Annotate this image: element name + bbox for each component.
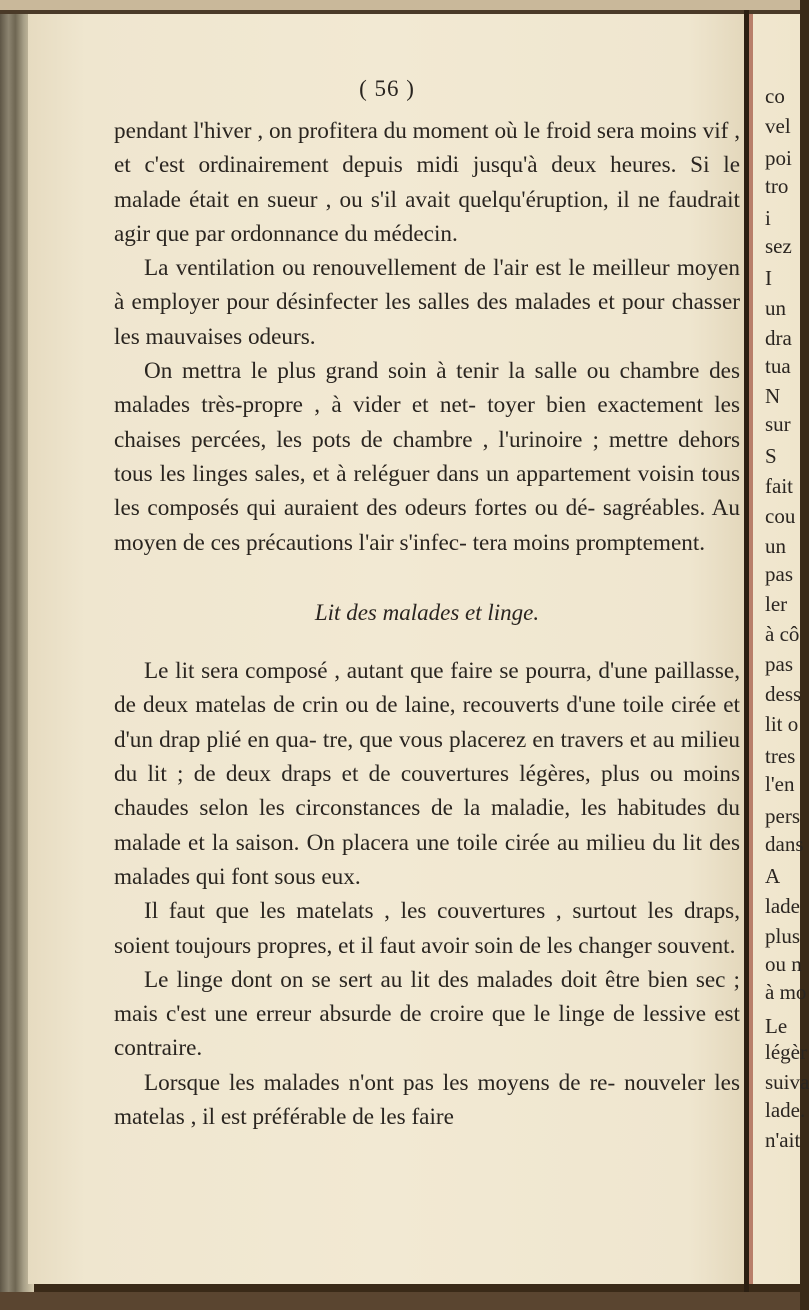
right-page-fragment: suiva (765, 1070, 809, 1094)
paragraph-5: Il faut que les matelats , les couvertures , surtout les draps, soient toujours propres, et il faut avoir soin de les changer souvent. (114, 898, 740, 959)
right-page-fragment: tro (765, 174, 789, 198)
right-page-fragment: pers (765, 804, 800, 828)
right-page-fragment: à mo (765, 980, 807, 1004)
right-page-fragment: sur (765, 412, 791, 436)
right-page-fragment: lit o (765, 712, 799, 736)
left-page (28, 14, 746, 1284)
right-page-fragment: pas (765, 652, 793, 676)
right-page-fragment: ler (765, 592, 788, 616)
right-page-fragment: ou n (765, 952, 802, 976)
red-page-edge (749, 14, 753, 1284)
body-text (114, 114, 740, 1134)
right-page-fragment: lade. (765, 1098, 806, 1122)
right-page-fragment: n'ait (765, 1128, 801, 1152)
right-page-fragment: poi (765, 146, 792, 170)
paragraph-4: Le lit sera composé , autant que faire se pourra, d'une paillasse, de deux matelas de crin ou de laine, recouverts d'une toile cirée et d'un drap plié en qua- tre, que vous placerez en travers et au milieu du lit ; de deux draps et de couvertures légères, plus ou moins chaudes selon les circonstances de la maladie, les habitudes du malade et la saison. On placera une toile cirée au milieu du lit des malades qui font sous eux. (114, 658, 740, 890)
right-page-fragment: lade (765, 894, 800, 918)
right-page-fragment: dans (765, 832, 804, 856)
right-page-fragment: Le (765, 1014, 788, 1038)
right-page-fragment: tua (765, 354, 791, 378)
paragraph-6: Le linge dont on se sert au lit des malades doit être bien sec ; mais c'est une erreur absurde de croire que le linge de lessive est contraire. (114, 966, 740, 1062)
right-page-fragment: S (765, 444, 777, 468)
right-page-fragment: tres (765, 744, 796, 768)
right-page-fragment: un (765, 296, 786, 320)
right-page-fragment: cou (765, 504, 796, 528)
right-page-edge (749, 14, 809, 1284)
right-page-fragment: dess (765, 682, 802, 706)
paragraph-1: pendant l'hiver , on profitera du moment où le froid sera moins vif , et c'est ordinairement depuis midi jusqu'à deux heures. Si le malade était en sueur , ou s'il avait quelqu'éruption, il ne faudrait agir que par ordonnance du médecin. (114, 118, 740, 247)
right-page-fragment: à cô (765, 622, 800, 646)
right-page-fragment: dra (765, 326, 792, 350)
right-page-fragment: vel (765, 114, 791, 138)
paragraph-3: On mettra le plus grand soin à tenir la salle ou chambre des malades très-propre , à vider et net- toyer bien exactement les chaises percées, les pots de chambre , l'urinoire ; mettre dehors tous les linges sales, et à reléguer dans un appartement voisin tous les composés qui auraient des odeurs fortes ou dé- sagréables. Au moyen de ces précautions l'air s'infec- tera moins promptement. (114, 358, 740, 556)
right-page-fragment: pas (765, 562, 793, 586)
bottom-edge (0, 1292, 800, 1310)
right-page-fragment: co (765, 84, 785, 108)
right-page-fragment: plus (765, 924, 801, 948)
right-page-fragment: un (765, 534, 786, 558)
right-page-fragment: N (765, 384, 781, 408)
page-number: ( 56 ) (359, 76, 415, 101)
right-page-fragment: I (765, 266, 772, 290)
right-page-fragment: l'en (765, 772, 795, 796)
section-title: Lit des malades et linge. (314, 599, 540, 625)
right-page-fragment: sez (765, 234, 792, 258)
right-page-fragment: légèr (765, 1040, 807, 1064)
paragraph-7: Lorsque les malades n'ont pas les moyens de re- nouveler les matelas , il est préférable de les faire (114, 1069, 740, 1131)
right-page-fragment: i (765, 206, 771, 230)
right-page-fragment: A (765, 864, 781, 888)
paragraph-2: La ventilation ou renouvellement de l'air est le meilleur moyen à employer pour désinfecter les salles des malades et pour chasser les mauvaises odeurs. (114, 255, 740, 350)
right-page-fragment: fait (765, 474, 793, 498)
